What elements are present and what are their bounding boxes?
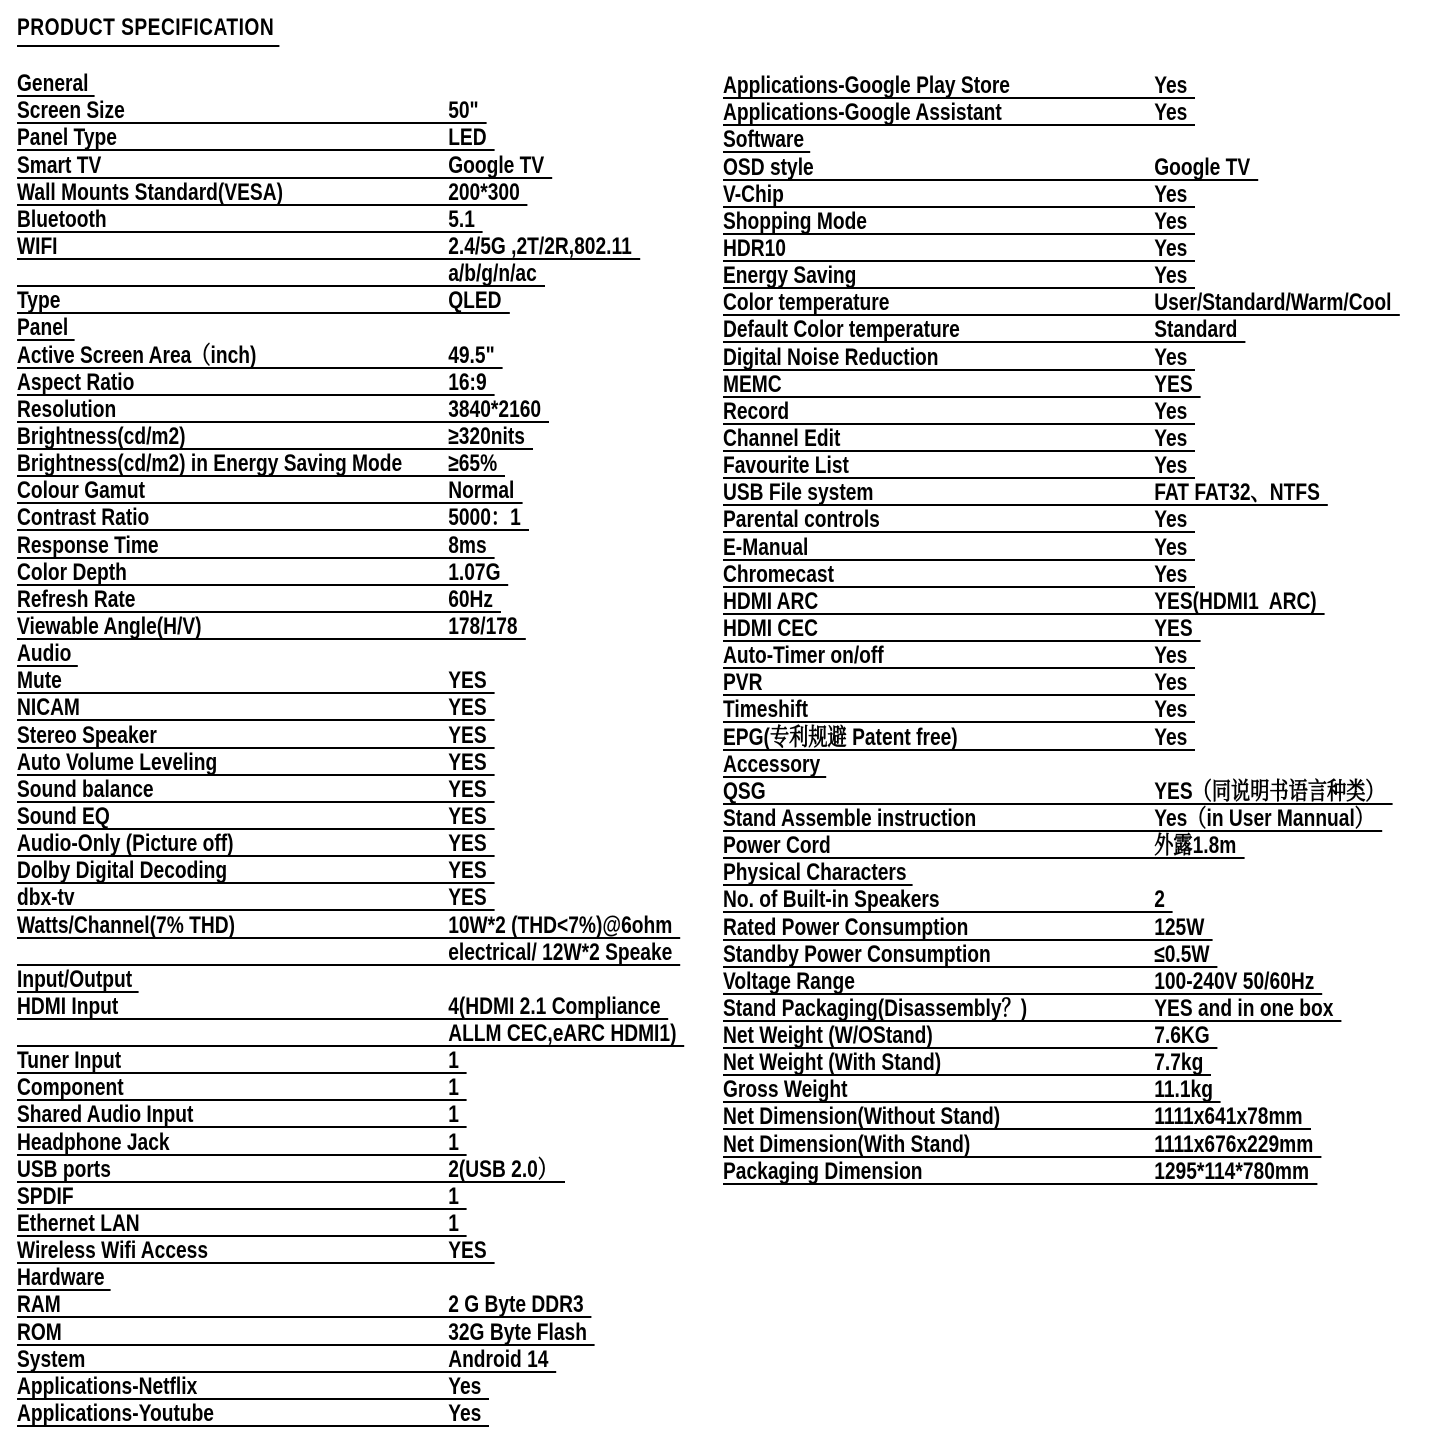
spec-label: Smart TV <box>17 151 102 179</box>
spec-value: Yes <box>1154 72 1188 100</box>
spec-row <box>723 398 1195 425</box>
spec-row <box>723 561 1195 588</box>
spec-value: QLED <box>448 287 502 315</box>
spec-row <box>17 1101 467 1128</box>
spec-row <box>17 667 495 694</box>
spec-row <box>723 778 1393 805</box>
spec-label: Audio <box>17 642 78 667</box>
spec-value: 7.6KG <box>1154 1022 1210 1050</box>
spec-value: FAT FAT32、NTFS <box>1154 479 1320 507</box>
spec-label: Tuner Input <box>17 1047 122 1075</box>
spec-row <box>723 208 1195 235</box>
spec-row <box>17 423 533 450</box>
spec-row <box>17 1020 684 1047</box>
spec-value: YES <box>1154 614 1193 642</box>
spec-label: ROM <box>17 1318 62 1346</box>
spec-value: ALLM CEC,eARC HDMI1) <box>448 1020 677 1048</box>
spec-label: Default Color temperature <box>723 316 960 344</box>
spec-row <box>723 968 1322 995</box>
spec-row <box>723 479 1328 506</box>
spec-value: 4(HDMI 2.1 Compliance <box>448 992 661 1020</box>
spec-label: Digital Noise Reduction <box>723 343 939 371</box>
spec-row <box>17 939 680 966</box>
spec-label: Rated Power Consumption <box>723 913 969 941</box>
spec-value: Google TV <box>1154 153 1251 181</box>
spec-label: Active Screen Area（inch) <box>17 341 257 369</box>
spec-row <box>17 97 487 124</box>
spec-value: Yes <box>1154 262 1188 290</box>
spec-label: HDMI Input <box>17 992 119 1020</box>
spec-label: Wireless Wifi Access <box>17 1237 209 1265</box>
spec-value: 178/178 <box>448 612 518 640</box>
spec-row <box>723 1130 1321 1157</box>
spec-label: Watts/Channel(7% THD) <box>17 911 235 939</box>
spec-label: Timeshift <box>723 696 808 724</box>
spec-row <box>723 99 1195 126</box>
spec-value: Yes <box>1154 424 1188 452</box>
section-header <box>17 314 75 341</box>
spec-value: Yes <box>1154 207 1188 235</box>
spec-value: 50" <box>448 97 479 125</box>
spec-row <box>17 1373 489 1400</box>
spec-value: Yes <box>1154 696 1188 724</box>
spec-label: Audio-Only (Picture off) <box>17 830 234 858</box>
spec-row <box>17 233 640 260</box>
spec-label: Component <box>17 1074 124 1102</box>
spec-label: Accessory <box>723 753 827 778</box>
spec-label: SPDIF <box>17 1182 74 1210</box>
spec-row <box>723 533 1195 560</box>
spec-row <box>17 694 495 721</box>
spec-value: 200*300 <box>448 178 520 206</box>
spec-value: Yes <box>1154 99 1188 127</box>
spec-value: Yes <box>1154 180 1188 208</box>
spec-label: WIFI <box>17 232 58 260</box>
spec-label: System <box>17 1345 86 1373</box>
spec-label: V-Chip <box>723 180 784 208</box>
spec-value: 11.1kg <box>1154 1076 1213 1104</box>
spec-label: Input/Output <box>17 968 139 993</box>
spec-label: RAM <box>17 1291 61 1319</box>
spec-row <box>17 1400 489 1427</box>
spec-label: OSD style <box>723 153 814 181</box>
spec-row <box>17 531 495 558</box>
spec-value: 32G Byte Flash <box>448 1318 587 1346</box>
section-header <box>723 751 827 778</box>
spec-value: Yes <box>1154 506 1188 534</box>
spec-label: QSG <box>723 777 766 805</box>
spec-row <box>17 884 495 911</box>
spec-column-left <box>17 70 684 1427</box>
spec-value: 外露1.8m <box>1154 832 1237 860</box>
spec-row <box>723 1103 1311 1130</box>
spec-row <box>17 911 680 938</box>
spec-row <box>723 913 1212 940</box>
spec-label: EPG(专利规避 Patent free) <box>723 723 958 751</box>
spec-row <box>723 343 1195 370</box>
spec-value: 1111x641x78mm <box>1154 1103 1303 1131</box>
spec-row <box>17 369 495 396</box>
spec-label: Brightness(cd/m2) <box>17 422 186 450</box>
spec-value: YES <box>1154 370 1193 398</box>
spec-row <box>17 803 495 830</box>
spec-row <box>17 586 501 613</box>
section-header <box>17 70 95 97</box>
spec-label: Physical Characters <box>723 861 913 886</box>
spec-label: PVR <box>723 669 763 697</box>
spec-row <box>17 1183 467 1210</box>
spec-label: USB ports <box>17 1155 111 1183</box>
spec-row <box>17 1156 565 1183</box>
spec-value: YES <box>448 694 487 722</box>
spec-value: Yes <box>1154 234 1188 262</box>
spec-label: Refresh Rate <box>17 585 136 613</box>
spec-value: YES <box>448 667 487 695</box>
spec-row <box>17 1210 467 1237</box>
spec-label: Applications-Youtube <box>17 1400 214 1428</box>
spec-value: Normal <box>448 477 515 505</box>
spec-row <box>17 559 509 586</box>
spec-label: Applications-Netflix <box>17 1372 198 1400</box>
spec-label: Color Depth <box>17 558 127 586</box>
spec-value: 2(USB 2.0） <box>448 1155 558 1183</box>
spec-label: Power Cord <box>723 832 831 860</box>
spec-row <box>723 995 1341 1022</box>
spec-value: 2.4/5G ,2T/2R,802.11 <box>448 232 632 260</box>
spec-value: 125W <box>1154 913 1205 941</box>
spec-row <box>17 1128 467 1155</box>
spec-value: Yes <box>1154 343 1188 371</box>
spec-value: 2 G Byte DDR3 <box>448 1291 584 1319</box>
spec-value: 2 <box>1154 886 1165 914</box>
spec-row <box>17 341 503 368</box>
spec-value: User/Standard/Warm/Cool <box>1154 289 1392 317</box>
spec-value: Yes <box>1154 723 1188 751</box>
spec-row <box>17 287 510 314</box>
section-header <box>723 126 810 153</box>
spec-value: 1 <box>448 1047 459 1075</box>
spec-value: Yes <box>1154 642 1188 670</box>
spec-label: Screen Size <box>17 97 125 125</box>
spec-label: Stand Assemble instruction <box>723 804 977 832</box>
spec-row <box>17 504 529 531</box>
spec-label: Stereo Speaker <box>17 721 157 749</box>
spec-row <box>17 1291 592 1318</box>
spec-value: YES <box>448 721 487 749</box>
spec-label: Hardware <box>17 1266 111 1291</box>
spec-value: 10W*2 (THD<7%)@6ohm <box>448 911 673 939</box>
spec-label: Applications-Google Assistant <box>723 99 1002 127</box>
spec-label: E-Manual <box>723 533 809 561</box>
spec-value: YES <box>448 802 487 830</box>
spec-label: Bluetooth <box>17 205 107 233</box>
spec-value: 7.7kg <box>1154 1049 1204 1077</box>
spec-value: ≥65% <box>448 450 498 478</box>
spec-label: Sound EQ <box>17 802 110 830</box>
spec-label: Stand Packaging(Disassembly？) <box>723 994 1028 1022</box>
spec-label: Panel Type <box>17 124 117 152</box>
spec-label: Voltage Range <box>723 967 855 995</box>
spec-value: 1 <box>448 1182 459 1210</box>
spec-label: dbx-tv <box>17 884 75 912</box>
spec-label: Auto Volume Leveling <box>17 748 218 776</box>
spec-value: 1.07G <box>448 558 501 586</box>
spec-label: Wall Mounts Standard(VESA) <box>17 178 283 206</box>
spec-row <box>723 696 1195 723</box>
spec-value: 100-240V 50/60Hz <box>1154 967 1315 995</box>
spec-row <box>723 72 1195 99</box>
section-header <box>17 640 78 667</box>
spec-value: 1111x676x229mm <box>1154 1130 1314 1158</box>
spec-value: YES <box>448 775 487 803</box>
spec-label: Standby Power Consumption <box>723 940 991 968</box>
spec-value: a/b/g/n/ac <box>448 260 537 288</box>
spec-row <box>17 1237 495 1264</box>
spec-row <box>723 805 1382 832</box>
spec-row <box>723 832 1244 859</box>
spec-value: LED <box>448 124 487 152</box>
spec-value: Yes <box>1154 452 1188 480</box>
spec-row <box>723 669 1195 696</box>
spec-value: 60Hz <box>448 585 494 613</box>
spec-label: Headphone Jack <box>17 1128 170 1156</box>
spec-row <box>17 1047 467 1074</box>
spec-row <box>17 260 545 287</box>
spec-row <box>723 452 1195 479</box>
spec-row <box>723 262 1195 289</box>
spec-row <box>723 153 1258 180</box>
spec-value: electrical/ 12W*2 Speake <box>448 938 673 966</box>
spec-label: Aspect Ratio <box>17 368 135 396</box>
spec-label: Type <box>17 287 61 315</box>
spec-row <box>723 1076 1221 1103</box>
spec-value: Yes <box>448 1372 482 1400</box>
spec-row <box>723 588 1325 615</box>
spec-label: Viewable Angle(H/V) <box>17 612 202 640</box>
spec-row <box>723 886 1173 913</box>
spec-row <box>723 289 1399 316</box>
spec-label: Applications-Google Play Store <box>723 72 1010 100</box>
spec-label: Record <box>723 397 790 425</box>
spec-row <box>17 776 495 803</box>
spec-label: Software <box>723 128 810 153</box>
spec-value: Yes <box>1154 533 1188 561</box>
spec-row <box>723 615 1201 642</box>
spec-label: General <box>17 72 95 97</box>
spec-label: Chromecast <box>723 560 834 588</box>
spec-row <box>17 613 526 640</box>
spec-value: Yes <box>1154 397 1188 425</box>
spec-label: Shared Audio Input <box>17 1101 194 1129</box>
spec-value: YES <box>448 884 487 912</box>
spec-row <box>17 857 495 884</box>
spec-label: Sound balance <box>17 775 154 803</box>
spec-value: Standard <box>1154 316 1238 344</box>
spec-label: Gross Weight <box>723 1076 848 1104</box>
spec-row <box>723 1022 1218 1049</box>
spec-row <box>17 396 549 423</box>
spec-value: 1 <box>448 1128 459 1156</box>
spec-label: Net Weight (With Stand) <box>723 1049 942 1077</box>
spec-value: Yes <box>1154 560 1188 588</box>
spec-row <box>723 181 1195 208</box>
section-header <box>17 966 139 993</box>
spec-label: HDR10 <box>723 234 786 262</box>
spec-label: HDMI ARC <box>723 587 819 615</box>
spec-row <box>723 941 1218 968</box>
spec-value: 16:9 <box>448 368 487 396</box>
spec-label: Energy Saving <box>723 262 857 290</box>
spec-label: Packaging Dimension <box>723 1157 923 1185</box>
spec-value: YES <box>448 857 487 885</box>
section-header <box>17 1264 111 1291</box>
spec-value: 1 <box>448 1074 459 1102</box>
spec-value: 49.5" <box>448 341 495 369</box>
spec-row <box>17 1318 595 1345</box>
spec-value: YES <box>448 1237 487 1265</box>
spec-row <box>17 749 495 776</box>
spec-value: YES(HDMI1 ARC) <box>1154 587 1317 615</box>
spec-value: Yes（in User Mannual） <box>1154 804 1374 832</box>
spec-label: Ethernet LAN <box>17 1210 140 1238</box>
spec-value: Yes <box>448 1400 482 1428</box>
spec-value: ≥320nits <box>448 422 525 450</box>
spec-row <box>17 179 528 206</box>
spec-label: Contrast Ratio <box>17 504 150 532</box>
spec-label: Channel Edit <box>723 424 841 452</box>
spec-value: 3840*2160 <box>448 395 542 423</box>
spec-row <box>17 477 522 504</box>
spec-label: HDMI CEC <box>723 614 818 642</box>
spec-row <box>17 206 483 233</box>
spec-row <box>17 1074 467 1101</box>
spec-label: USB File system <box>723 479 874 507</box>
spec-value: YES <box>448 830 487 858</box>
spec-label: Parental controls <box>723 506 880 534</box>
spec-label: Response Time <box>17 531 159 559</box>
spec-label: Resolution <box>17 395 117 423</box>
spec-row <box>723 316 1245 343</box>
spec-value: YES（同说明书语言种类） <box>1154 777 1385 805</box>
spec-value: Yes <box>1154 669 1188 697</box>
spec-value: YES and in one box <box>1154 994 1334 1022</box>
spec-label: Net Dimension(Without Stand) <box>723 1103 1001 1131</box>
spec-value: Android 14 <box>448 1345 549 1373</box>
spec-value: YES <box>448 748 487 776</box>
spec-label: NICAM <box>17 694 80 722</box>
spec-row <box>723 506 1195 533</box>
spec-label: Mute <box>17 667 62 695</box>
spec-value: 1 <box>448 1101 459 1129</box>
spec-value: 5.1 <box>448 205 475 233</box>
spec-label: Brightness(cd/m2) in Energy Saving Mode <box>17 450 403 478</box>
spec-label: Panel <box>17 316 75 341</box>
spec-label: Shopping Mode <box>723 207 867 235</box>
spec-row <box>723 1049 1211 1076</box>
spec-row <box>723 235 1195 262</box>
spec-row <box>17 1346 556 1373</box>
spec-value: 8ms <box>448 531 487 559</box>
spec-value: Google TV <box>448 151 545 179</box>
spec-row <box>17 124 495 151</box>
spec-value: 5000：1 <box>448 504 521 532</box>
spec-value: ≤0.5W <box>1154 940 1210 968</box>
spec-label: Net Dimension(With Stand) <box>723 1130 971 1158</box>
spec-value: 1295*114*780mm <box>1154 1157 1310 1185</box>
spec-label: Net Weight (W/OStand) <box>723 1022 933 1050</box>
spec-row <box>723 1158 1317 1185</box>
spec-row <box>17 830 495 857</box>
spec-row <box>17 450 505 477</box>
spec-label: Auto-Timer on/off <box>723 642 884 670</box>
spec-row <box>723 642 1195 669</box>
spec-label: Dolby Digital Decoding <box>17 857 228 885</box>
spec-label: Color temperature <box>723 289 890 317</box>
spec-row <box>17 993 669 1020</box>
spec-label: Colour Gamut <box>17 477 145 505</box>
spec-label: Favourite List <box>723 452 849 480</box>
spec-row <box>723 371 1201 398</box>
section-header <box>723 859 913 886</box>
spec-row <box>17 721 495 748</box>
page-title: PRODUCT SPECIFICATION <box>17 13 279 47</box>
spec-row <box>17 151 552 178</box>
spec-value: 1 <box>448 1210 459 1238</box>
spec-row <box>723 723 1195 750</box>
spec-column-right <box>723 72 1399 1185</box>
spec-label: MEMC <box>723 370 782 398</box>
spec-row <box>723 425 1195 452</box>
spec-label: No. of Built-in Speakers <box>723 886 940 914</box>
